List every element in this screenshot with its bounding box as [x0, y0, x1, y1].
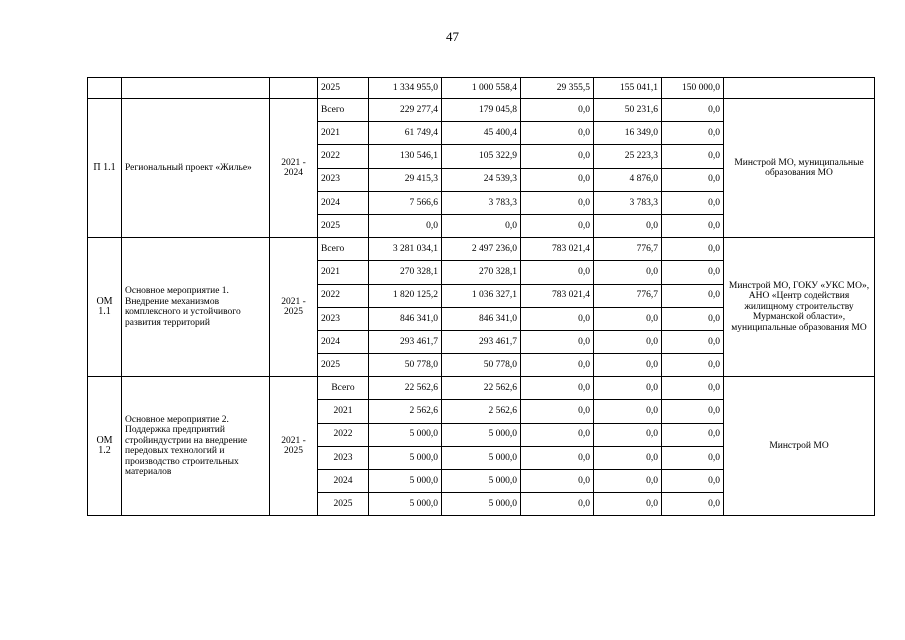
value-cell: 3 783,3 — [442, 191, 521, 214]
executor-cell: Минстрой МО, муниципальные образования МО — [724, 99, 875, 238]
value-cell: 5 000,0 — [369, 470, 442, 493]
value-cell: 7 566,6 — [369, 191, 442, 214]
value-cell: 0,0 — [662, 493, 724, 516]
year-cell: 2021 — [318, 261, 369, 284]
year-cell: Всего — [318, 238, 369, 261]
value-cell: 0,0 — [521, 168, 594, 191]
value-cell: 0,0 — [442, 214, 521, 237]
value-cell: 4 876,0 — [594, 168, 662, 191]
executor-cell — [724, 78, 875, 99]
value-cell: 783 021,4 — [521, 238, 594, 261]
value-cell: 22 562,6 — [442, 377, 521, 400]
value-cell: 783 021,4 — [521, 284, 594, 307]
year-cell: 2022 — [318, 145, 369, 168]
executor-cell: Минстрой МО, ГОКУ «УКС МО», АНО «Центр содействия жилищному строительству Мурманской области», муниципальные образования МО — [724, 238, 875, 377]
value-cell: 0,0 — [662, 377, 724, 400]
value-cell: 0,0 — [662, 354, 724, 377]
value-cell: 0,0 — [662, 238, 724, 261]
value-cell: 270 328,1 — [442, 261, 521, 284]
value-cell: 0,0 — [662, 145, 724, 168]
executor-cell: Минстрой МО — [724, 377, 875, 516]
value-cell: 0,0 — [521, 470, 594, 493]
value-cell: 270 328,1 — [369, 261, 442, 284]
year-cell: 2025 — [318, 354, 369, 377]
budget-table — [87, 77, 875, 516]
value-cell: 5 000,0 — [442, 423, 521, 446]
value-cell: 846 341,0 — [369, 307, 442, 330]
year-cell: 2023 — [318, 168, 369, 191]
value-cell: 0,0 — [521, 145, 594, 168]
item-period-cell: 2021 - 2024 — [270, 99, 318, 238]
value-cell: 0,0 — [594, 446, 662, 469]
value-cell: 0,0 — [594, 377, 662, 400]
year-cell: 2023 — [318, 446, 369, 469]
value-cell: 776,7 — [594, 238, 662, 261]
value-cell: 0,0 — [662, 191, 724, 214]
year-cell: 2025 — [318, 78, 369, 99]
value-cell: 0,0 — [521, 423, 594, 446]
value-cell: 0,0 — [662, 307, 724, 330]
value-cell: 0,0 — [662, 214, 724, 237]
value-cell: 3 783,3 — [594, 191, 662, 214]
value-cell: 0,0 — [521, 377, 594, 400]
value-cell: 0,0 — [594, 307, 662, 330]
value-cell: 105 322,9 — [442, 145, 521, 168]
value-cell: 0,0 — [521, 261, 594, 284]
value-cell: 0,0 — [594, 493, 662, 516]
value-cell: 1 036 327,1 — [442, 284, 521, 307]
value-cell: 5 000,0 — [369, 493, 442, 516]
item-period-cell: 2021 - 2025 — [270, 238, 318, 377]
value-cell: 5 000,0 — [369, 446, 442, 469]
year-cell: 2024 — [318, 191, 369, 214]
value-cell: 179 045,8 — [442, 99, 521, 122]
value-cell: 1 000 558,4 — [442, 78, 521, 99]
page-number: 47 — [446, 29, 459, 44]
value-cell: 50 778,0 — [442, 354, 521, 377]
value-cell: 293 461,7 — [442, 330, 521, 353]
year-cell: 2022 — [318, 423, 369, 446]
item-code-cell: П 1.1 — [88, 99, 122, 238]
value-cell: 45 400,4 — [442, 122, 521, 145]
value-cell: 0,0 — [521, 354, 594, 377]
value-cell: 0,0 — [662, 470, 724, 493]
value-cell: 846 341,0 — [442, 307, 521, 330]
value-cell: 5 000,0 — [369, 423, 442, 446]
value-cell: 29 415,3 — [369, 168, 442, 191]
value-cell: 0,0 — [662, 446, 724, 469]
year-cell: 2025 — [318, 214, 369, 237]
value-cell: 0,0 — [521, 493, 594, 516]
value-cell: 25 223,3 — [594, 145, 662, 168]
value-cell: 50 778,0 — [369, 354, 442, 377]
value-cell: 0,0 — [662, 168, 724, 191]
item-name-cell: Основное мероприятие 2. Поддержка предприятий стройиндустрии на внедрение передовых технологий и производство строительных материалов — [122, 377, 270, 516]
value-cell: 150 000,0 — [662, 78, 724, 99]
value-cell: 0,0 — [662, 400, 724, 423]
value-cell: 0,0 — [594, 214, 662, 237]
code-cell — [88, 78, 122, 99]
table-row — [88, 99, 875, 122]
year-cell: 2021 — [318, 400, 369, 423]
value-cell: 0,0 — [521, 214, 594, 237]
year-cell: 2025 — [318, 493, 369, 516]
year-cell: 2024 — [318, 470, 369, 493]
year-cell: 2021 — [318, 122, 369, 145]
item-name-cell: Основное мероприятие 1. Внедрение механизмов комплексного и устойчивого развития территорий — [122, 238, 270, 377]
year-cell: 2024 — [318, 330, 369, 353]
item-name-cell: Региональный проект «Жилье» — [122, 99, 270, 238]
value-cell: 0,0 — [521, 122, 594, 145]
value-cell: 0,0 — [662, 284, 724, 307]
value-cell: 0,0 — [594, 261, 662, 284]
name-cell — [122, 78, 270, 99]
year-cell: 2023 — [318, 307, 369, 330]
table-row — [88, 78, 875, 99]
value-cell: 0,0 — [662, 99, 724, 122]
value-cell: 29 355,5 — [521, 78, 594, 99]
value-cell: 0,0 — [662, 122, 724, 145]
period-cell — [270, 78, 318, 99]
year-cell: 2022 — [318, 284, 369, 307]
item-code-cell: ОМ 1.2 — [88, 377, 122, 516]
value-cell: 130 546,1 — [369, 145, 442, 168]
value-cell: 2 497 236,0 — [442, 238, 521, 261]
value-cell: 16 349,0 — [594, 122, 662, 145]
value-cell: 50 231,6 — [594, 99, 662, 122]
table-row — [88, 238, 875, 261]
value-cell: 61 749,4 — [369, 122, 442, 145]
value-cell: 5 000,0 — [442, 446, 521, 469]
value-cell: 229 277,4 — [369, 99, 442, 122]
value-cell: 293 461,7 — [369, 330, 442, 353]
value-cell: 0,0 — [521, 99, 594, 122]
value-cell: 24 539,3 — [442, 168, 521, 191]
value-cell: 0,0 — [521, 400, 594, 423]
value-cell: 0,0 — [594, 354, 662, 377]
value-cell: 2 562,6 — [369, 400, 442, 423]
item-code-cell: ОМ 1.1 — [88, 238, 122, 377]
item-period-cell: 2021 - 2025 — [270, 377, 318, 516]
value-cell: 0,0 — [521, 307, 594, 330]
value-cell: 0,0 — [594, 330, 662, 353]
value-cell: 0,0 — [594, 423, 662, 446]
value-cell: 0,0 — [662, 423, 724, 446]
value-cell: 2 562,6 — [442, 400, 521, 423]
value-cell: 155 041,1 — [594, 78, 662, 99]
table-row — [88, 377, 875, 400]
year-cell: Всего — [318, 99, 369, 122]
value-cell: 1 820 125,2 — [369, 284, 442, 307]
value-cell: 0,0 — [662, 330, 724, 353]
value-cell: 5 000,0 — [442, 493, 521, 516]
value-cell: 0,0 — [594, 470, 662, 493]
value-cell: 0,0 — [369, 214, 442, 237]
value-cell: 5 000,0 — [442, 470, 521, 493]
value-cell: 0,0 — [521, 330, 594, 353]
value-cell: 22 562,6 — [369, 377, 442, 400]
value-cell: 0,0 — [594, 400, 662, 423]
value-cell: 1 334 955,0 — [369, 78, 442, 99]
value-cell: 0,0 — [521, 191, 594, 214]
year-cell: Всего — [318, 377, 369, 400]
value-cell: 3 281 034,1 — [369, 238, 442, 261]
value-cell: 776,7 — [594, 284, 662, 307]
value-cell: 0,0 — [662, 261, 724, 284]
value-cell: 0,0 — [521, 446, 594, 469]
